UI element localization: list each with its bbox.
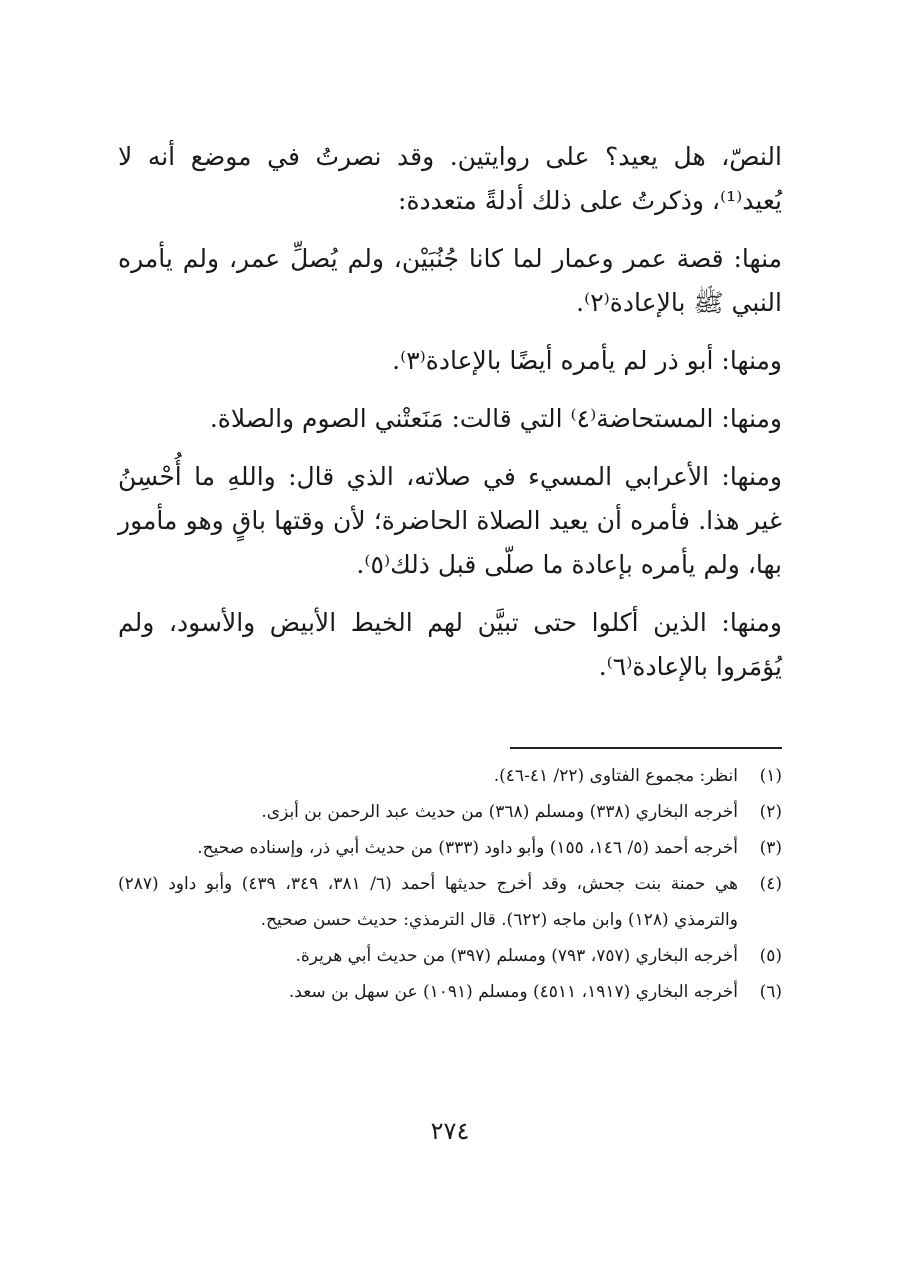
paragraph-4: ومنها: المستحاضة⁽٤⁾ التي قالت: مَنَعتْني الصوم والصلاة. [209, 404, 782, 433]
footnote-number: (٣) [759, 838, 782, 858]
footnote-text: انظر: مجموع الفتاوى (٢٢/ ٤١-٤٦). [493, 766, 738, 786]
footnote-2 [118, 794, 782, 830]
paragraph-5: ومنها: الأعرابي المسيء في صلاته، الذي قال: واللهِ ما أُحْسِنُ غير هذا. فأمره أن يعيد الصلاة الحاضرة؛ لأن وقتها باقٍ وهو مأمور بها، ولم يأمره بإعادة ما صلّى قبل ذلك⁽٥⁾. [118, 462, 782, 579]
main-text [118, 135, 782, 703]
footnote-1 [118, 758, 782, 794]
footnote-divider [510, 747, 782, 749]
paragraph-6: ومنها: الذين أكلوا حتى تبيَّن لهم الخيط الأبيض والأسود، ولم يُؤمَروا بالإعادة⁽٦⁾. [118, 608, 782, 681]
footnote-number: (١) [759, 766, 782, 786]
footnote-number: (٥) [759, 946, 782, 966]
footnote-text: هي حمنة بنت جحش، وقد أخرج حديثها أحمد (٦/ ٣٨١، ٣٤٩، ٤٣٩) وأبو داود (٢٨٧) والترمذي (١٢٨) وابن ماجه (٦٢٢). قال الترمذي: حديث حسن صحيح. [118, 874, 738, 930]
footnote-number: (٤) [759, 874, 782, 894]
footnote-number: (٢) [759, 802, 782, 822]
footnote-3 [118, 830, 782, 866]
footnote-text: أخرجه أحمد (٥/ ١٤٦، ١٥٥) وأبو داود (٣٣٣) من حديث أبي ذر، وإسناده صحيح. [197, 838, 738, 858]
footnote-text: أخرجه البخاري (٧٥٧، ٧٩٣) ومسلم (٣٩٧) من حديث أبي هريرة. [295, 946, 738, 966]
footnotes [118, 758, 782, 1010]
footnote-text: أخرجه البخاري (١٩١٧، ٤٥١١) ومسلم (١٠٩١) عن سهل بن سعد. [288, 982, 738, 1002]
footnote-text: أخرجه البخاري (٣٣٨) ومسلم (٣٦٨) من حديث عبد الرحمن بن أبزى. [261, 802, 738, 822]
footnote-4 [118, 866, 782, 938]
footnote-6 [118, 974, 782, 1010]
paragraph-3: ومنها: أبو ذر لم يأمره أيضًا بالإعادة⁽٣⁾. [392, 346, 782, 375]
footnote-5 [118, 938, 782, 974]
paragraph-1: النصّ، هل يعيد؟ على روايتين. وقد نصرتُ في موضع أنه لا يُعيد⁽¹⁾، وذكرتُ على ذلك أدلةً متعددة: [118, 142, 782, 215]
page-number: ٢٧٤ [430, 1117, 470, 1145]
paragraph-2: منها: قصة عمر وعمار لما كانا جُنُبَيْن، ولم يُصلِّ عمر، ولم يأمره النبي ﷺ بالإعادة⁽٢⁾. [118, 244, 782, 317]
footnote-number: (٦) [759, 982, 782, 1002]
